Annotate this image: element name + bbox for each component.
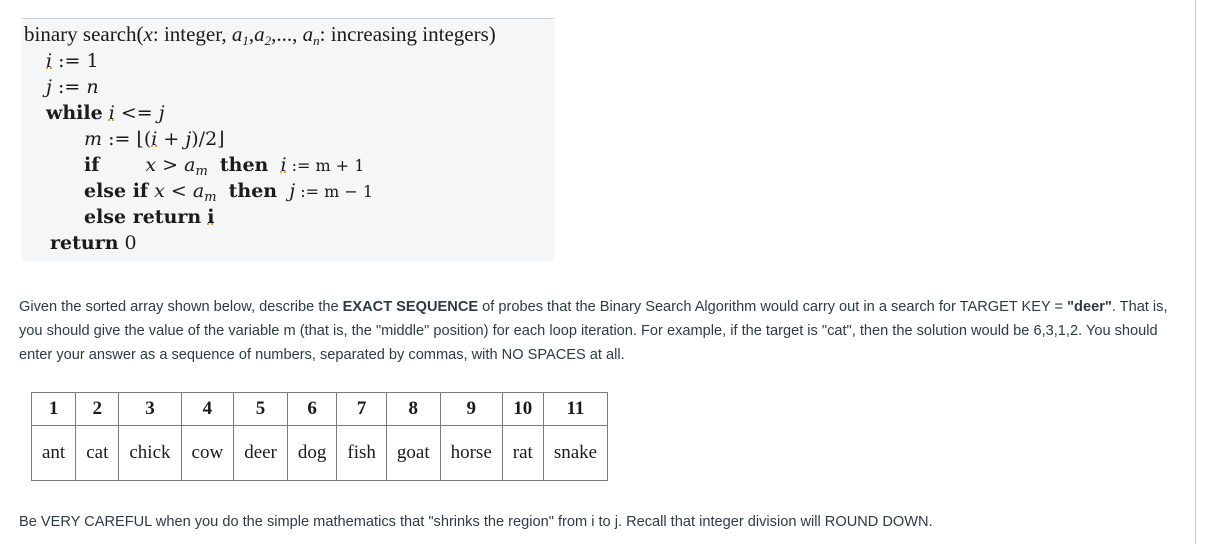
content-right-border	[1195, 0, 1196, 544]
array-index-cell: 4	[181, 393, 234, 426]
array-index-cell: 1	[32, 393, 76, 426]
line-compute-m: m := ⌊(i + j)/2⌋	[84, 128, 225, 150]
array-value-cell: rat	[502, 426, 543, 481]
caution-note: Be VERY CAREFUL when you do the simple mathematics that "shrinks the region" from i to j. Recall that integer division will ROUND DOWN.	[19, 514, 933, 530]
question-text: Given the sorted array shown below, describe the EXACT SEQUENCE of probes that the Binary Search Algorithm would carry out in a search for TARGET KEY = "deer". That is, you should give the value of the variable m (that is, the "middle" position) for each loop iteration. For example, if the target is "cat", then the solution would be 6,3,1,2. You should enter your answer as a sequence of numbers, separated by commas, with NO SPACES at all.	[19, 299, 1168, 363]
array-index-cell: 6	[287, 393, 337, 426]
sorted-array-table	[31, 392, 608, 481]
array-index-cell: 3	[119, 393, 181, 426]
array-value-cell: snake	[543, 426, 607, 481]
array-index-cell: 11	[543, 393, 607, 426]
binary-search-pseudocode	[22, 18, 554, 261]
array-index-cell: 2	[76, 393, 119, 426]
array-index-row	[32, 393, 608, 426]
array-index-cell: 5	[234, 393, 288, 426]
array-value-row	[32, 426, 608, 481]
array-value-cell: dog	[287, 426, 337, 481]
algorithm-header: binary search(x: integer, $a_1,a_2$,..., $a_n$: increasing integers)	[24, 22, 496, 48]
line-else-return: else return i	[84, 206, 215, 228]
line-else-if: else if $x < a_m$ then j := m − 1	[84, 180, 374, 205]
line-if: if $x > a_m$ then i := m + 1	[84, 154, 365, 179]
array-value-cell: deer	[234, 426, 288, 481]
array-value-cell: goat	[386, 426, 440, 481]
array-index-cell: 10	[502, 393, 543, 426]
line-init-j: j := n	[46, 76, 99, 98]
array-index-cell: 8	[386, 393, 440, 426]
array-value-cell: horse	[440, 426, 502, 481]
array-value-cell: cow	[181, 426, 234, 481]
array-index-cell: 7	[337, 393, 387, 426]
line-init-i: i := 1	[46, 50, 99, 72]
line-return-zero: return 0	[50, 232, 137, 254]
array-value-cell: cat	[76, 426, 119, 481]
line-while: while i <= j	[46, 102, 165, 124]
array-value-cell: fish	[337, 426, 387, 481]
array-value-cell: chick	[119, 426, 181, 481]
array-value-cell: ant	[32, 426, 76, 481]
array-index-cell: 9	[440, 393, 502, 426]
